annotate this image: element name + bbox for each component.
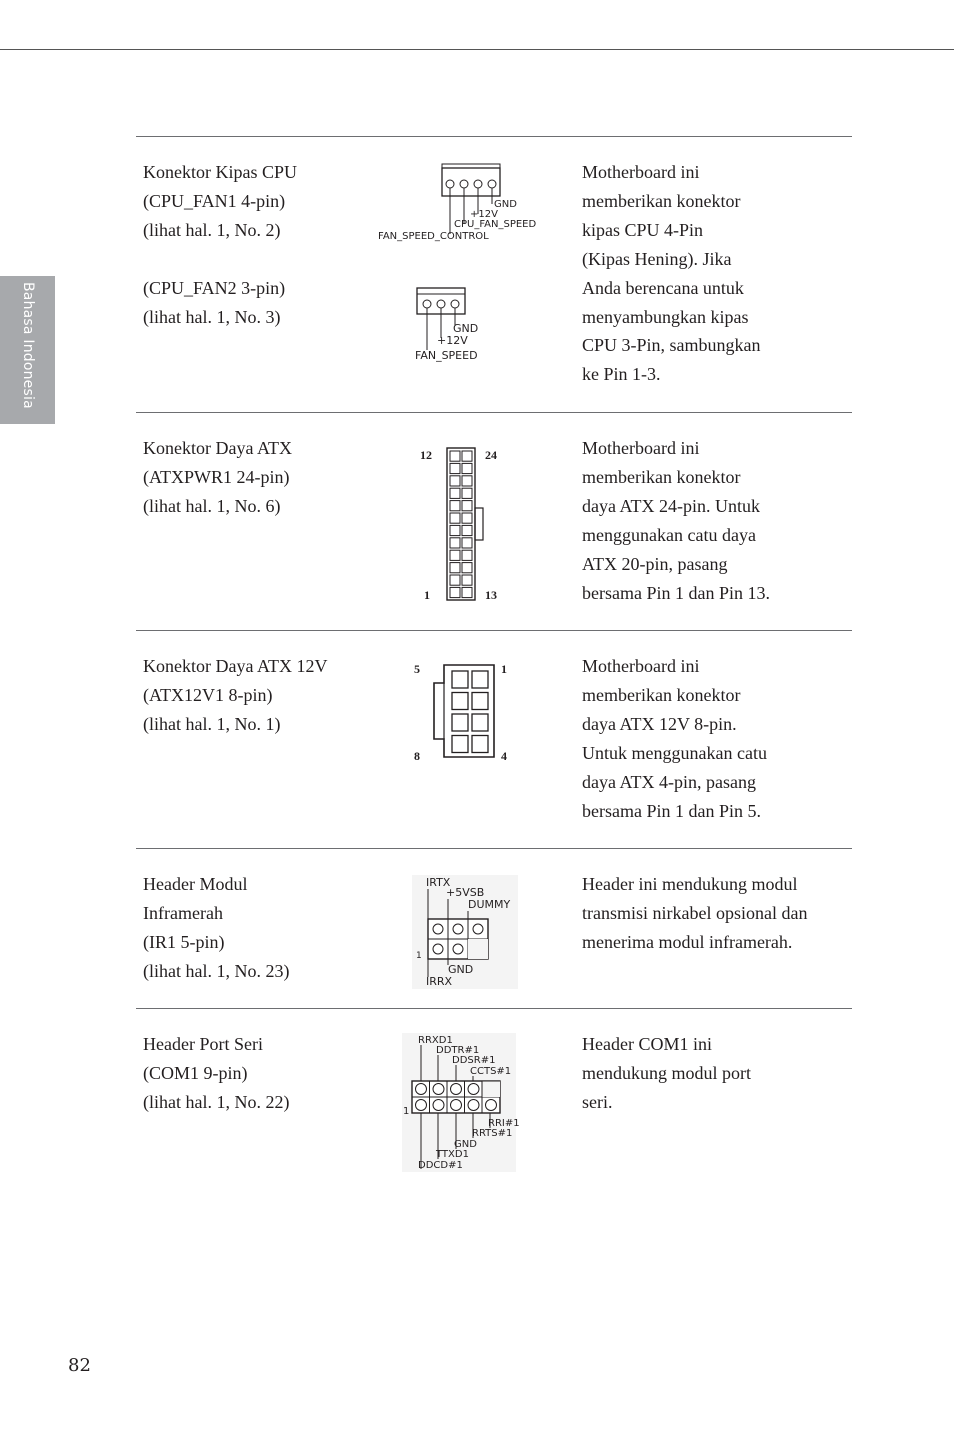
text-line: transmisi nirkabel opsional dan bbox=[582, 902, 808, 923]
text-line: Motherboard ini bbox=[582, 162, 700, 182]
pin-cell bbox=[472, 714, 488, 731]
diagram-label: 1 bbox=[416, 951, 422, 961]
pin-label: 1 bbox=[501, 662, 507, 676]
row-divider bbox=[136, 848, 852, 849]
language-side-tab bbox=[0, 276, 55, 424]
pin-cell bbox=[452, 736, 468, 753]
pin-cell bbox=[450, 538, 460, 548]
cpu-fan-connector-title bbox=[143, 158, 373, 331]
text-line: Untuk menggunakan catu bbox=[582, 742, 767, 763]
diagram-label: +12V bbox=[470, 209, 498, 220]
diagram-label: FAN_SPEED bbox=[415, 349, 478, 362]
text-line: ke Pin 1-3. bbox=[582, 364, 661, 385]
atx12v-connector-description bbox=[582, 652, 847, 825]
ir-header-description bbox=[582, 870, 847, 957]
pin-cell bbox=[452, 693, 468, 710]
pin-label: 24 bbox=[485, 448, 497, 462]
pin-label: 1 bbox=[424, 588, 430, 602]
diagram-label: RRI#1 bbox=[488, 1118, 520, 1129]
pin-cell bbox=[452, 714, 468, 731]
pin-cell bbox=[450, 451, 460, 461]
text-line: Motherboard ini bbox=[582, 438, 700, 458]
com-header-description bbox=[582, 1030, 847, 1117]
atx-24pin-diagram bbox=[416, 444, 506, 606]
diagram-label: CCTS#1 bbox=[470, 1066, 512, 1077]
diagram-label: FAN_SPEED_CONTROL bbox=[378, 231, 489, 242]
pin-cell bbox=[462, 513, 472, 523]
diagram-label: GND bbox=[448, 963, 474, 976]
row-divider bbox=[136, 412, 852, 413]
pin-cell bbox=[450, 575, 460, 585]
text-line: bersama Pin 1 dan Pin 5. bbox=[582, 800, 761, 821]
text-line bbox=[143, 245, 373, 274]
text-line: (ATX12V1 8-pin) bbox=[143, 684, 273, 705]
diagram-label: IRRX bbox=[426, 975, 453, 988]
text-line: (IR1 5-pin) bbox=[143, 931, 225, 952]
side-tab-label: Bahasa Indonesia bbox=[20, 282, 36, 409]
text-line: (lihat hal. 1, No. 6) bbox=[143, 495, 281, 516]
pin-cell bbox=[462, 476, 472, 486]
text-line: memberikan konektor bbox=[582, 466, 741, 487]
atx12v-connector-title bbox=[143, 652, 373, 739]
diagram-label: DDCD#1 bbox=[418, 1160, 463, 1171]
header-rule bbox=[0, 49, 954, 50]
text-line: CPU 3-Pin, sambungkan bbox=[582, 335, 761, 356]
pin-cell bbox=[462, 563, 472, 573]
text-line: menerima modul inframerah. bbox=[582, 931, 793, 952]
pin-label: 8 bbox=[414, 749, 420, 763]
diagram-label: GND bbox=[453, 322, 479, 335]
pin-label: 12 bbox=[420, 448, 432, 462]
pin-cell bbox=[462, 575, 472, 585]
pin-cell bbox=[472, 736, 488, 753]
diagram-label: DDSR#1 bbox=[452, 1055, 496, 1066]
pin-cell bbox=[462, 587, 472, 597]
pin-cell bbox=[472, 693, 488, 710]
text-line: (ATXPWR1 24-pin) bbox=[143, 466, 290, 487]
pin-cell bbox=[462, 463, 472, 473]
text-line: (CPU_FAN1 4-pin) bbox=[143, 190, 286, 211]
pin-cell bbox=[450, 488, 460, 498]
text-line: menyambungkan kipas bbox=[582, 306, 749, 327]
atx-power-connector-description bbox=[582, 434, 847, 607]
pin-cell bbox=[450, 550, 460, 560]
text-line: Konektor Kipas CPU bbox=[143, 162, 297, 182]
pin-cell bbox=[450, 563, 460, 573]
text-line: Inframerah bbox=[143, 902, 223, 923]
diagram-label: TTXD1 bbox=[436, 1149, 469, 1160]
text-line: Header Port Seri bbox=[143, 1034, 263, 1054]
pin-cell bbox=[462, 451, 472, 461]
pin-cell bbox=[450, 501, 460, 511]
text-line: (lihat hal. 1, No. 2) bbox=[143, 219, 281, 240]
diagram-label: RRXD1 bbox=[418, 1035, 453, 1046]
text-line: mendukung modul port bbox=[582, 1062, 751, 1083]
diagram-label: DDTR#1 bbox=[436, 1045, 480, 1056]
diagram-label: +5VSB bbox=[446, 886, 485, 899]
pin-cell bbox=[462, 538, 472, 548]
text-line: menggunakan catu daya bbox=[582, 524, 756, 545]
atx12v-8pin-diagram bbox=[410, 657, 515, 765]
pin-label: 5 bbox=[414, 662, 420, 676]
text-line: bersama Pin 1 dan Pin 13. bbox=[582, 582, 770, 603]
pin-cell bbox=[450, 513, 460, 523]
text-line: (lihat hal. 1, No. 23) bbox=[143, 960, 290, 981]
pin-label: 4 bbox=[501, 749, 507, 763]
text-line: Konektor Daya ATX 12V bbox=[143, 656, 328, 676]
diagram-label: DUMMY bbox=[468, 898, 511, 911]
pin-cell bbox=[462, 488, 472, 498]
cpu-fan-connector-description bbox=[582, 158, 847, 389]
text-line: memberikan konektor bbox=[582, 190, 741, 211]
text-line: Konektor Daya ATX bbox=[143, 438, 292, 458]
com-header-title bbox=[143, 1030, 373, 1117]
page-number: 82 bbox=[68, 1355, 91, 1376]
text-line: (lihat hal. 1, No. 1) bbox=[143, 713, 281, 734]
text-line: (lihat hal. 1, No. 3) bbox=[143, 306, 281, 327]
atx-power-connector-title bbox=[143, 434, 373, 521]
ir-5pin-diagram bbox=[412, 875, 518, 989]
text-line: Header COM1 ini bbox=[582, 1034, 712, 1054]
text-line: Header Modul bbox=[143, 874, 248, 894]
row-divider bbox=[136, 630, 852, 631]
diagram-label: IRTX bbox=[426, 876, 451, 889]
pin-cell bbox=[450, 463, 460, 473]
text-line: seri. bbox=[582, 1091, 613, 1112]
pin-cell bbox=[452, 671, 468, 688]
pin-cell bbox=[462, 525, 472, 535]
diagram-label: 1 bbox=[403, 1106, 410, 1117]
text-line: ATX 20-pin, pasang bbox=[582, 553, 728, 574]
table-top-rule bbox=[136, 136, 852, 137]
diagram-label: CPU_FAN_SPEED bbox=[454, 219, 537, 230]
pin-cell bbox=[450, 587, 460, 597]
text-line: (CPU_FAN2 3-pin) bbox=[143, 277, 286, 298]
text-line: daya ATX 12V 8-pin. bbox=[582, 713, 737, 734]
text-line: Anda berencana untuk bbox=[582, 277, 744, 298]
text-line: (COM1 9-pin) bbox=[143, 1062, 248, 1083]
diagram-label: +12V bbox=[437, 334, 468, 347]
pin-cell bbox=[472, 671, 488, 688]
com-9pin-diagram bbox=[402, 1033, 520, 1172]
text-line: Motherboard ini bbox=[582, 656, 700, 676]
diagram-label: RRTS#1 bbox=[472, 1128, 513, 1139]
text-line: daya ATX 24-pin. Untuk bbox=[582, 495, 760, 516]
text-line: (Kipas Hening). Jika bbox=[582, 248, 732, 269]
pin-cell bbox=[462, 550, 472, 560]
text-line: (lihat hal. 1, No. 22) bbox=[143, 1091, 290, 1112]
pin-label: 13 bbox=[485, 588, 497, 602]
pin-cell bbox=[462, 501, 472, 511]
ir-header-title bbox=[143, 870, 373, 986]
text-line: memberikan konektor bbox=[582, 684, 741, 705]
pin-cell bbox=[450, 525, 460, 535]
text-line: kipas CPU 4-Pin bbox=[582, 219, 704, 240]
cpu-fan2-3pin-diagram bbox=[413, 286, 513, 366]
diagram-label: GND bbox=[494, 199, 517, 210]
cpu-fan1-4pin-diagram bbox=[376, 164, 546, 244]
row-divider bbox=[136, 1008, 852, 1009]
text-line: Header ini mendukung modul bbox=[582, 874, 798, 894]
diagram-label: GND bbox=[454, 1139, 477, 1150]
pin-cell bbox=[450, 476, 460, 486]
text-line: daya ATX 4-pin, pasang bbox=[582, 771, 756, 792]
